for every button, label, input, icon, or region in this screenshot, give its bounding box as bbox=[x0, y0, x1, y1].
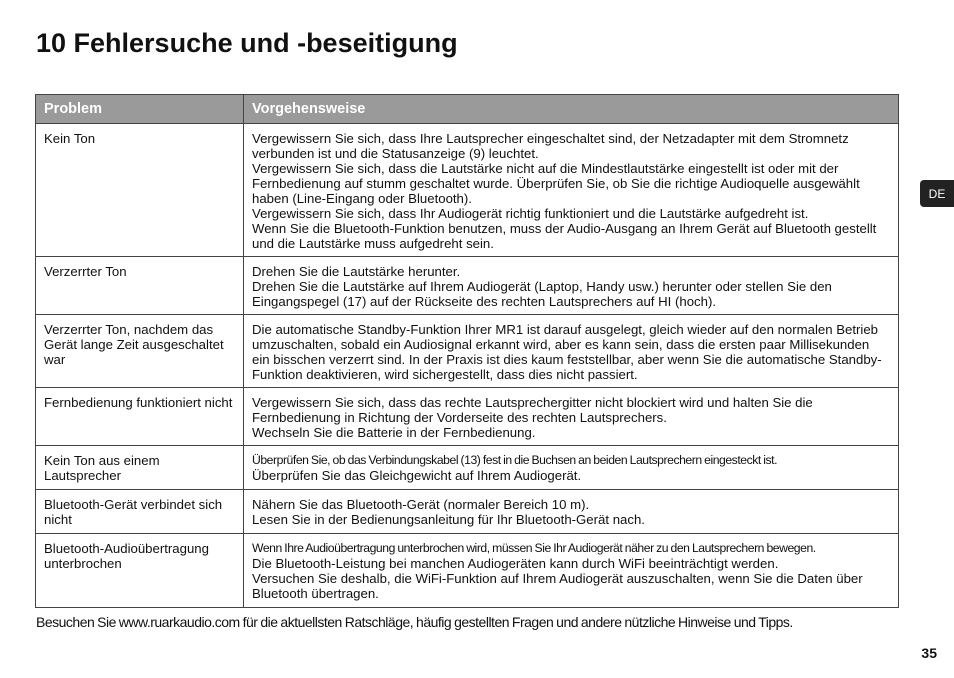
action-line: Versuchen Sie deshalb, die WiFi-Funktion auf Ihrem Audiogerät auszuschalten, wenn Sie die Daten über Bluetooth übertragen. bbox=[252, 571, 863, 601]
problem-cell: Verzerrter Ton bbox=[36, 257, 244, 315]
table-row bbox=[36, 388, 899, 446]
table-header-row bbox=[36, 95, 899, 124]
action-line: Vergewissern Sie sich, dass die Lautstärke nicht auf die Mindestlautstärke eingestellt ist oder mit der Fernbedienung auf stumm geschaltet wurde. Überprüfen Sie, ob Sie die richtige Audioquelle ausgewählt haben (Line-Eingang oder Bluetooth). bbox=[252, 161, 860, 206]
problem-cell: Fernbedienung funktioniert nicht bbox=[36, 388, 244, 446]
action-line: Die Bluetooth-Leistung bei manchen Audiogeräten kann durch WiFi beeinträchtigt werden. bbox=[252, 556, 779, 571]
action-cell bbox=[244, 534, 899, 608]
problem-cell: Bluetooth-Gerät verbindet sich nicht bbox=[36, 490, 244, 534]
action-line: Wenn Sie die Bluetooth-Funktion benutzen, muss der Audio-Ausgang an Ihrem Gerät auf Bluetooth gestellt und die Lautstärke muss aufgedreht sein. bbox=[252, 221, 877, 251]
problem-cell: Kein Ton aus einem Lautsprecher bbox=[36, 446, 244, 490]
action-line: Drehen Sie die Lautstärke auf Ihrem Audiogerät (Laptop, Handy usw.) herunter oder stellen Sie den Eingangspegel (17) auf der Rückseite des rechten Lautsprechers auf HI (hoch). bbox=[252, 279, 832, 309]
table-row bbox=[36, 534, 899, 608]
table-row bbox=[36, 124, 899, 257]
action-line: Lesen Sie in der Bedienungsanleitung für Ihr Bluetooth-Gerät nach. bbox=[252, 512, 645, 527]
action-line: Vergewissern Sie sich, dass Ihre Lautsprecher eingeschaltet sind, der Netzadapter mit dem Stromnetz verbunden ist und die Statusanzeige (9) leuchtet. bbox=[252, 131, 849, 161]
action-line: Die automatische Standby-Funktion Ihrer MR1 ist darauf ausgelegt, gleich wieder auf den normalen Betrieb umzuschalten, sobald ein Audiosignal erkannt wird, aber es kann sein, dass die ersten paar Millisekunden ein bisschen verzerrt sind. In der Praxis ist dies kaum feststellbar, aber wenn Sie die automatische Standby-Funktion deaktivieren, wird sichergestellt, dass dies nicht passiert. bbox=[252, 322, 882, 382]
action-cell bbox=[244, 315, 899, 388]
table-row bbox=[36, 257, 899, 315]
action-line: Nähern Sie das Bluetooth-Gerät (normaler Bereich 10 m). bbox=[252, 497, 590, 512]
action-line: Überprüfen Sie das Gleichgewicht auf Ihrem Audiogerät. bbox=[252, 468, 582, 483]
action-line: Wenn Ihre Audioübertragung unterbrochen wird, müssen Sie Ihr Audiogerät näher zu den Lautsprechern bewegen. bbox=[252, 541, 816, 555]
table-row bbox=[36, 490, 899, 534]
action-line: Vergewissern Sie sich, dass Ihr Audiogerät richtig funktioniert und die Lautstärke aufgedreht ist. bbox=[252, 206, 809, 221]
column-header-action: Vorgehensweise bbox=[244, 95, 899, 124]
table-row bbox=[36, 446, 899, 490]
action-line: Überprüfen Sie, ob das Verbindungskabel (13) fest in die Buchsen an beiden Lautsprechern eingesteckt ist. bbox=[252, 453, 778, 467]
language-tab: DE bbox=[920, 180, 954, 207]
action-cell bbox=[244, 388, 899, 446]
problem-cell: Bluetooth-Audioübertragung unterbrochen bbox=[36, 534, 244, 608]
action-cell bbox=[244, 257, 899, 315]
column-header-problem: Problem bbox=[36, 95, 244, 124]
action-line: Vergewissern Sie sich, dass das rechte Lautsprechergitter nicht blockiert wird und halten Sie die Fernbedienung in Richtung der Vorderseite des rechten Lautsprechers. bbox=[252, 395, 813, 425]
table-row bbox=[36, 315, 899, 388]
problem-cell: Verzerrter Ton, nachdem das Gerät lange Zeit ausgeschaltet war bbox=[36, 315, 244, 388]
action-line: Wechseln Sie die Batterie in der Fernbedienung. bbox=[252, 425, 536, 440]
action-cell bbox=[244, 490, 899, 534]
action-cell bbox=[244, 124, 899, 257]
action-line: Drehen Sie die Lautstärke herunter. bbox=[252, 264, 461, 279]
page-number: 35 bbox=[921, 645, 937, 661]
page-title: 10 Fehlersuche und -beseitigung bbox=[36, 28, 458, 58]
action-cell bbox=[244, 446, 899, 490]
troubleshooting-table bbox=[35, 94, 899, 608]
problem-cell: Kein Ton bbox=[36, 124, 244, 257]
footer-note: Besuchen Sie www.ruarkaudio.com für die aktuellsten Ratschläge, häufig gestellten Fragen und andere nützliche Hinweise und Tipps. bbox=[36, 614, 793, 630]
